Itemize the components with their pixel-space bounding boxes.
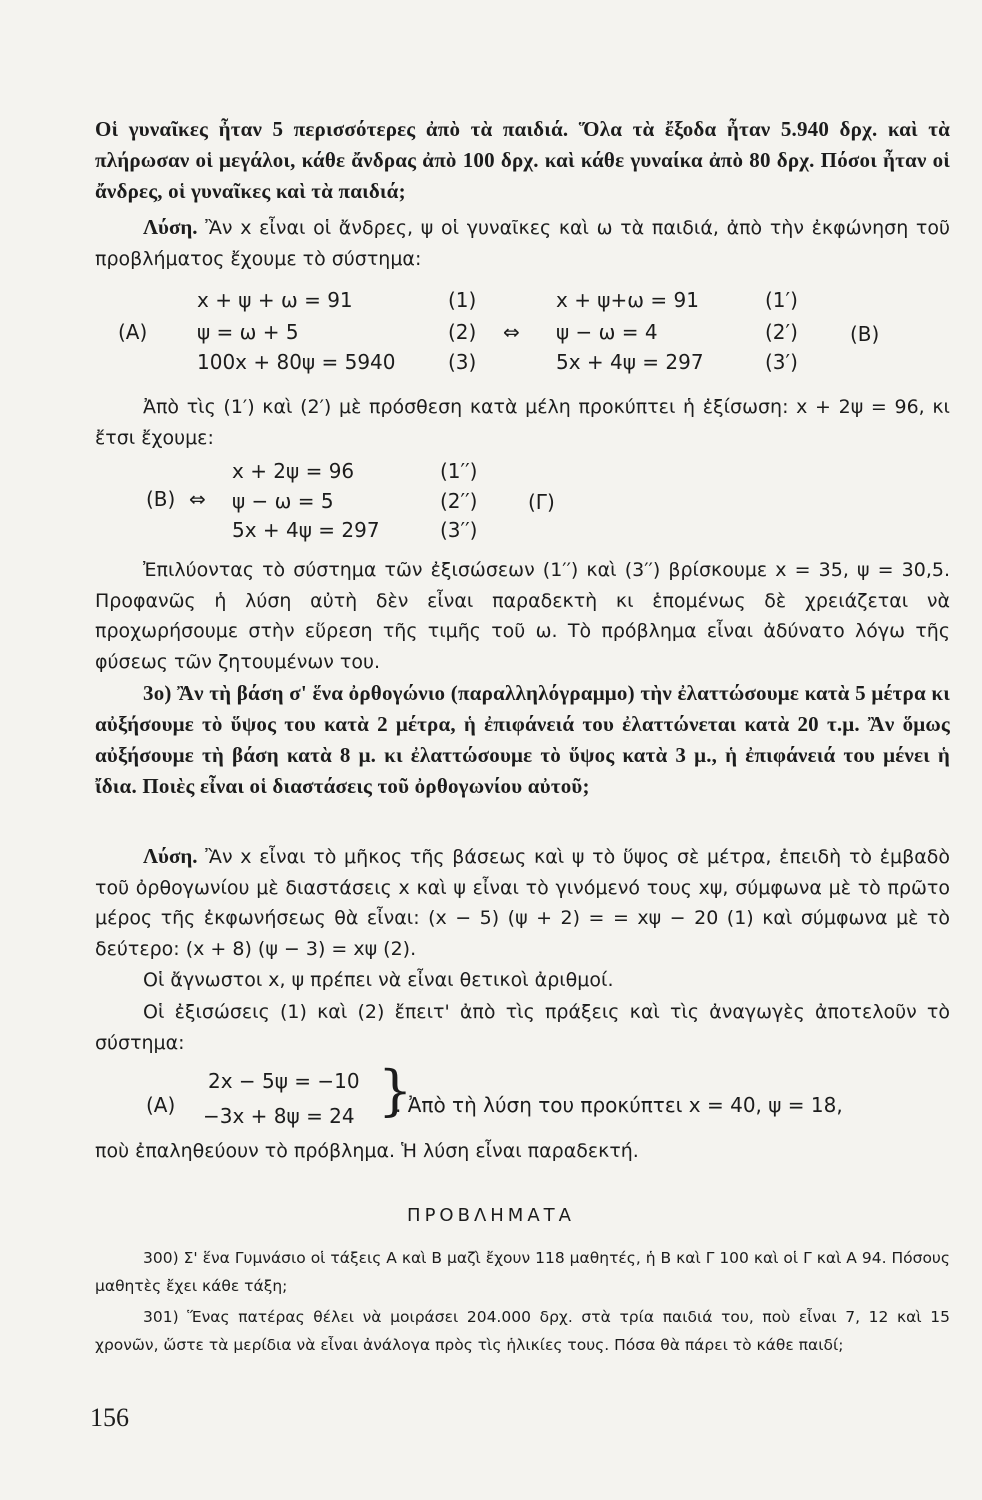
equation-1: x + ψ + ω = 91 [197,288,353,312]
final-equation-1: 2x − 5ψ = −10 [208,1069,360,1093]
equation-2-double-prime: ψ − ω = 5 [232,489,334,513]
system-a-label: (A) [118,320,148,344]
equation-2-double-prime-number: (2′′) [440,489,478,513]
equation-1-prime: x + ψ+ω = 91 [556,288,699,312]
equation-1-prime-number: (1′) [765,288,798,312]
final-equation-2: −3x + 8ψ = 24 [203,1104,355,1128]
page-number: 156 [90,1403,129,1432]
equation-2-number: (2) [448,320,477,344]
equation-3-prime-number: (3′) [765,350,798,374]
equation-1-number: (1) [448,288,477,312]
final-result: . Ἀπὸ τὴ λύση του προκύπτει x = 40, ψ = 18, [395,1093,843,1117]
system-g-label: (Γ) [528,490,555,514]
equation-3-double-prime-number: (3′′) [440,518,478,542]
problem-3-statement: 3ο) Ἂν τὴ βάση σ' ἕνα ὀρθογώνιο (παραλληλόγραμμο) τὴν ἐλαττώσουμε κατὰ 5 μέτρα κι αὐξήσουμε τὸ ὕψος του κατὰ 2 μέτρα, ἡ ἐπιφάνειά του ἐλαττώνεται κατὰ 20 τ.μ. Ἂν ὅμως αὐξήσουμε τὴ βάση κατὰ 8 μ. κι ἐλαττώσουμε τὸ ὕψος κατὰ 3 μ., ἡ ἐπιφάνειά του μένει ἡ ἴδια. Ποιὲς εἶναι οἱ διαστάσεις τοῦ ὀρθογωνίου αὐτοῦ; [95,681,950,798]
system-b-label: (B) [850,322,880,346]
equation-3-prime: 5x + 4ψ = 297 [556,350,704,374]
solution-1-text: Ἂν x εἶναι οἱ ἄνδρες, ψ οἱ γυναῖκες καὶ ω τὰ παιδιά, ἀπὸ τὴν ἐκφώνηση τοῦ προβλήματος ἔχουμε τὸ σύστημα: [95,217,950,270]
equation-3-number: (3) [448,350,477,374]
solution-3-text: Ἂν x εἶναι τὸ μῆκος τῆς βάσεως καὶ ψ τὸ ὕψος σὲ μέτρα, ἐπειδὴ τὸ ἐμβαδὸ τοῦ ὀρθογωνίου μὲ διαστάσεις x καὶ ψ εἶναι τὸ γινόμενό τους xψ, σύμφωνα μὲ τὸ πρῶτο μέρος τῆς ἐκφωνήσεως θὰ εἶναι: (x − 5) (ψ + 2) = = xψ − 20 (1) καὶ σύμφωνα μὲ τὸ δεύτερο: (x + 8) (ψ − 3) = xψ (2). [95,846,950,960]
equation-2: ψ = ω + 5 [197,320,299,344]
equation-2-prime-number: (2′) [765,320,798,344]
equation-2-prime: ψ − ω = 4 [556,320,658,344]
solution-3-label: Λύση. [143,844,198,868]
system-g-left-label: (B) [146,487,176,511]
equivalence-arrow-2: ⇔ [189,487,206,511]
problem-301: 301) Ἕνας πατέρας θέλει νὰ μοιράσει 204.000 δρχ. στὰ τρία παιδιά του, ποὺ εἶναι 7, 12 καὶ 15 χρονῶν, ὥστε τὰ μερίδια νὰ εἶναι ἀνάλογα πρὸς τὶς ἡλικίες τους. Πόσα θὰ πάρει τὸ κάθε παιδί; [95,1308,950,1354]
solution-1-paragraph [95,212,950,274]
equation-3: 100x + 80ψ = 5940 [197,350,396,374]
conclusion-1-paragraph: Ἐπιλύοντας τὸ σύστημα τῶν ἐξισώσεων (1′′) καὶ (3′′) βρίσκουμε x = 35, ψ = 30,5. Προφανῶς ἡ λύση αὐτὴ δὲν εἶναι παραδεκτὴ κι ἑπομένως δὲ χρειάζεται νὰ προχωρήσουμε στὴν εὕρεση τῆς τιμῆς τοῦ ω. Τὸ πρόβλημα εἶναι ἀδύνατο λόγω τῆς φύσεως τῶν ζητουμένων του. [95,559,950,673]
equivalence-arrow: ⇔ [503,320,520,344]
equations-system-intro: Οἱ ἐξισώσεις (1) καὶ (2) ἔπειτ' ἀπὸ τὶς πράξεις καὶ τὶς ἀναγωγὲς ἀποτελοῦν τὸ σύστημα: [95,1001,950,1054]
solution-label: Λύση. [143,215,198,239]
addition-paragraph: Ἀπὸ τὶς (1′) καὶ (2′) μὲ πρόσθεση κατὰ μέλη προκύπτει ἡ ἐξίσωση: x + 2ψ = 96, κι ἔτσι ἔχουμε: [95,396,950,449]
problem-statement-continued: Οἱ γυναῖκες ἦταν 5 περισσότερες ἀπὸ τὰ παιδιά. Ὅλα τὰ ἔξοδα ἦταν 5.940 δρχ. καὶ τὰ πλήρωσαν οἱ μεγάλοι, κάθε ἄνδρας ἀπὸ 100 δρχ. καὶ κάθε γυναίκα ἀπὸ 80 δρχ. Πόσοι ἦταν οἱ ἄνδρες, οἱ γυναῖκες καὶ τὰ παιδιά; [95,117,950,203]
solution-3-paragraph [95,841,950,964]
equation-1-double-prime-number: (1′′) [440,459,478,483]
problem-300: 300) Σ' ἕνα Γυμνάσιο οἱ τάξεις Α καὶ Β μαζὶ ἔχουν 118 μαθητές, ἡ Β καὶ Γ 100 καὶ οἱ Γ καὶ Α 94. Πόσους μαθητὲς ἔχει κάθε τάξη; [95,1249,950,1295]
final-verification: ποὺ ἐπαληθεύουν τὸ πρόβλημα. Ἡ λύση εἶναι παραδεκτή. [95,1140,639,1162]
unknowns-positive: Οἱ ἄγνωστοι x, ψ πρέπει νὰ εἶναι θετικοὶ ἀριθμοί. [143,969,614,991]
problems-heading: ΠΡΟΒΛΗΜΑΤΑ [407,1205,575,1226]
brace-icon: } [378,1059,413,1122]
final-system-label: (A) [146,1093,176,1117]
equation-3-double-prime: 5x + 4ψ = 297 [232,518,380,542]
equation-1-double-prime: x + 2ψ = 96 [232,459,355,483]
